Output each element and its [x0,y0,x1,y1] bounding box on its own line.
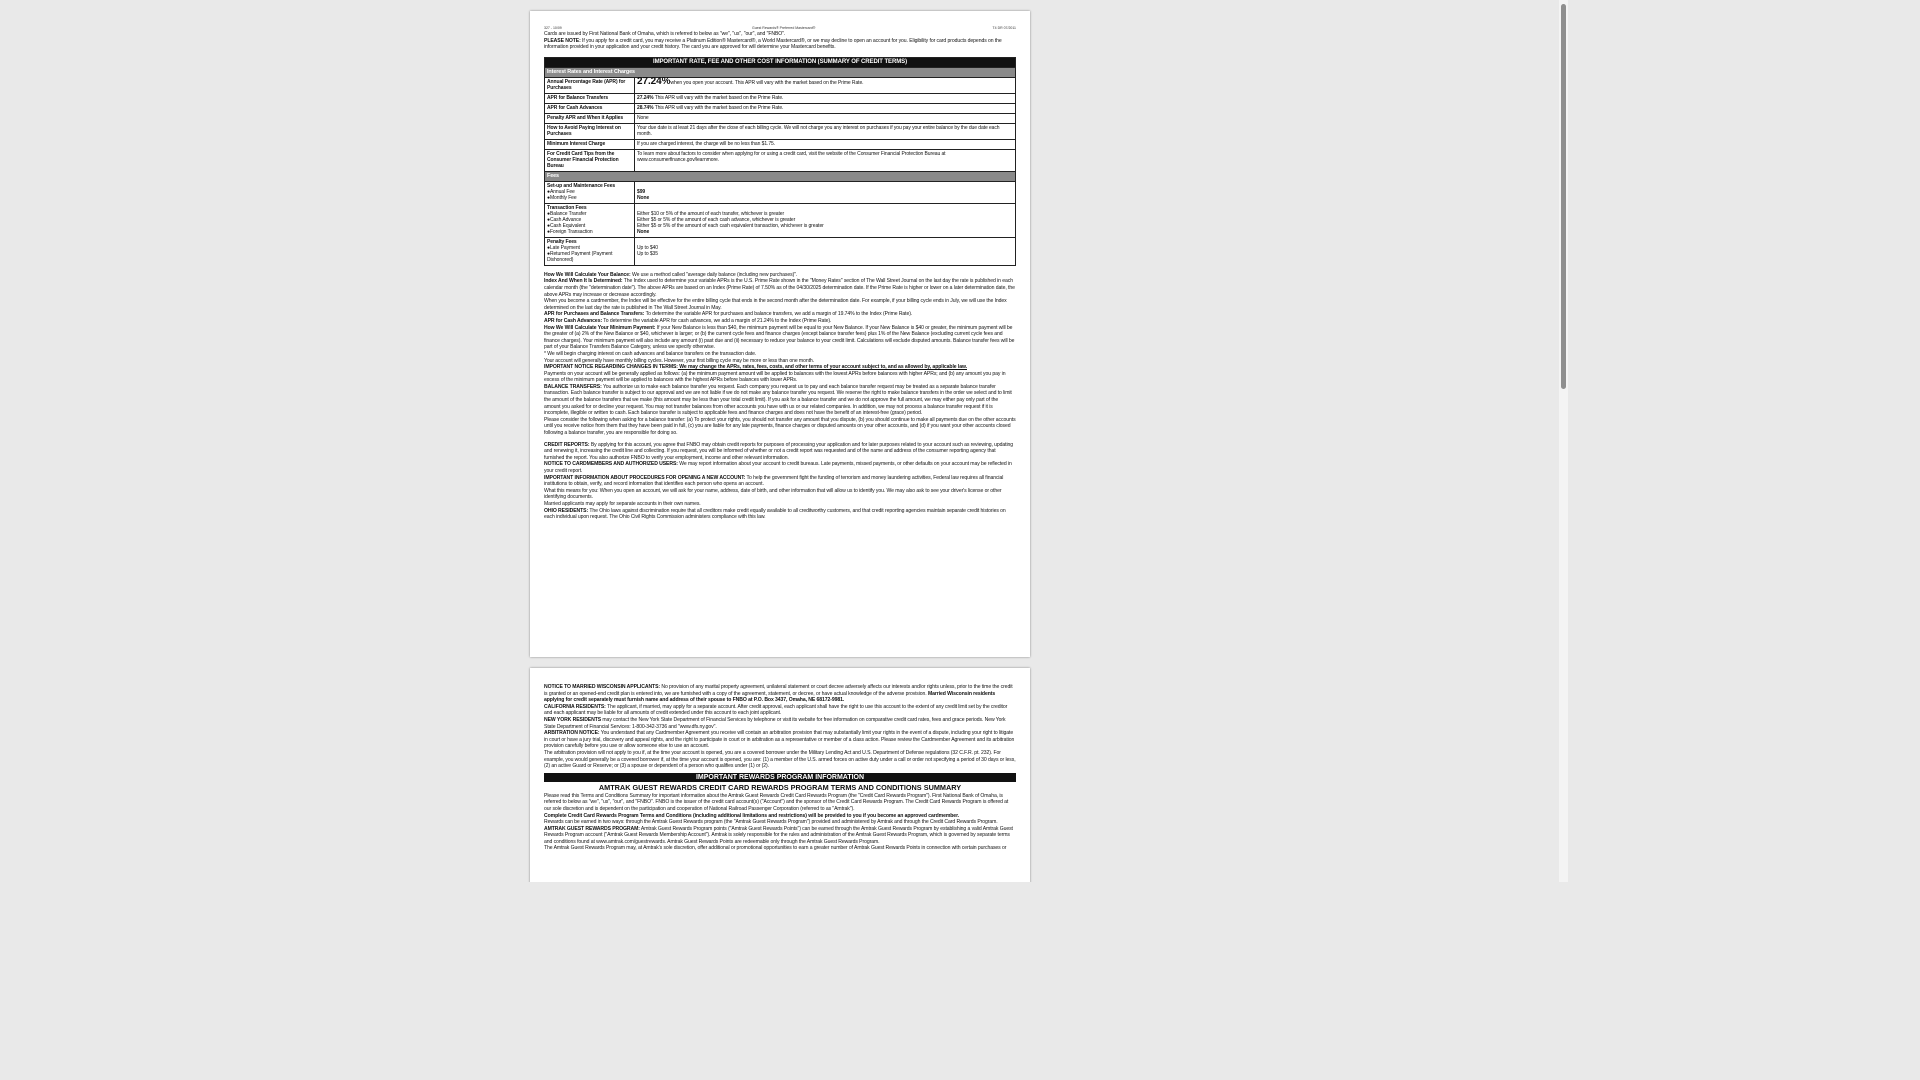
table-row: APR for Cash Advances 28.74% This APR will vary with the market based on the Prime Rate. [545,103,1016,113]
intro-line: Cards are issued by First National Bank of Omaha, which is referred to below as "we", "us", "our", and "FNBO". [544,31,786,37]
page-header [544,11,1016,31]
body-paragraph: Your account will generally have monthly billing cycles. However, your first billing cycle may be more or less than one month. [544,357,815,364]
body-paragraph: Married applicants may apply for separate accounts in their own names. [544,500,701,507]
body-paragraph: The arbitration provision will not apply to you if, at the time your account is opened, you are a covered borrower under the Military Lending Act and U.S. Department of Defense regulations (32 C.F.R. pt. 232). For example, you would generally be a covered borrower if, at the time your account is opened, you are: (1) a member of the U.S. armed forces on active duty under a call or order not specifying a period of 30 days or less, (2) an active Guard or Reserve; or (3) a spouse or dependent of a person who qualifies under (1) or (2). [544,749,1016,770]
revision-code: T4 DR 07/2011 [992,26,1016,30]
body-paragraph: NEW YORK RESIDENTS may contact the New York State Department of Financial Services by telephone or visit its website for free information on comparative credit card rates, fees and grace periods. New York State Department of Financial Services: 1-800-342-3736 and "www.dfs.ny.gov". [544,716,1006,730]
body-paragraph: IMPORTANT INFORMATION ABOUT PROCEDURES FOR OPENING A NEW ACCOUNT: To help the government fight the funding of terrorism and money laundering activities, Federal law requires all financial institutions to obtain, verify, and record information that identifies each person who opens an account. [544,474,1004,488]
body-paragraph: NOTICE TO MARRIED WISCONSIN APPLICANTS: No provision of any marital property agreement, unilateral statement or court decree adversely affects our interests and/or rights unless, prior to the time the credit is granted or an opened-end credit plan is entered into, we are furnished with a copy of the agreement, statement, or decree, or have actual knowledge of the adverse provision. Married Wisconsin residents applying for credit separately must furnish name and address of their spouse to FNBO at P.O. Box 3437, Omaha, NE 68172-9981. [544,684,1013,704]
rewards-heading: AMTRAK GUEST REWARDS CREDIT CARD REWARDS PROGRAM TERMS AND CONDITIONS SUMMARY [598,782,962,792]
table-row: Minimum Interest Charge If you are charged interest, the charge will be no less than $1.75. [545,139,1016,149]
body-paragraph: APR for Cash Advances: To determine the variable APR for cash advances, we add a margin of 21.24% to the Index (Prime Rate). [544,317,832,324]
rewards-paragraph: The Amtrak Guest Rewards Program may, at Amtrak's sole discretion, offer additional or promotional opportunities to earn a greater number of Amtrak Guest Rewards Points in connection with certain purchases or [544,845,1007,852]
card-name: Guest Rewards® Preferred Mastercard® [752,26,816,30]
table-row: Penalty APR and When it Applies None [545,113,1016,123]
body-paragraph: How We Will Calculate Your Balance: We use a method called "average daily balance (including new purchases)". [544,271,798,278]
form-number: 327 - 10/09 [544,26,562,30]
table-row: Set-up and Maintenance Fees ● Annual Fee ● Monthly Fee $99 None [545,181,1016,203]
body-paragraph: IMPORTANT NOTICE REGARDING CHANGES IN TERMS: We may change the APRs, rates, fees, costs, and other terms of your account subject to, and as allowed by, applicable law. [544,364,967,371]
section-interest: Interest Rates and Interest Charges [545,67,1016,77]
body-paragraph: OHIO RESIDENTS: The Ohio laws against discrimination require that all creditors make credit equally available to all creditworthy customers, and that credit reporting agencies maintain separate credit histories on each individual upon request. The Ohio Civil Rights Commission administers compliance with this law. [544,507,1006,521]
body-paragraph: ARBITRATION NOTICE: You understand that any Cardmember Agreement you receive will contain an arbitration provision that may substantially limit your rights in the event of a dispute, including your right to litigate in court or have a jury trial, discovery and appeal rights, and the right to participate in court or in arbitration as a representative or member of a class action. Please review the Cardmember Agreement and its arbitration provision carefully before you use or allow someone else to use an account. [544,730,1015,750]
body-paragraph: Please consider the following when asking for a balance transfer: (a) To protect your rights, you should not transfer any amount that you dispute, (b) you should continue to make all payments due on the other accounts until you receive notice from them that they have been paid in full, (c) you are liable for any late payments, finance charges or disputed amounts on your other accounts, and (d) if you want your other accounts closed following a balance transfer, you are responsible for doing so. [544,416,1016,437]
state-notices [544,684,1016,770]
body-paragraph: When you become a cardmember, the Index will be effective for the entire billing cycle that ends in the second month after the determination date. For example, if your billing cycle ends in July, we will use the Index determined on the last day the rate is published in The Wall Street Journal in May. [544,298,1007,311]
section-fees: Fees [545,171,1016,181]
body-paragraph: NOTICE TO CARDMEMBERS AND AUTHORIZED USERS: We may report information about your account to credit bureaus. Late payments, missed payments, or other defaults on your account may be reflected in your credit report. [544,461,1012,474]
rewards-paragraph: Complete Credit Card Rewards Program Terms and Conditions (including additional limitations and restrictions) will be provided to you if you become an approved cardmember. [544,812,960,819]
scrollbar-thumb[interactable] [1561,4,1566,389]
document-page-1 [530,11,1030,657]
table-row: Penalty Fees ● Late Payment ● Returned Payment (Payment Dishonored) Up to $40 Up to $35 [545,237,1016,265]
body-paragraph: How We Will Calculate Your Minimum Payment: If your New Balance is less than $40, the minimum payment will be equal to your New Balance. If your New Balance is $40 or greater, the minimum payment will be the greater of (a) 2% of the New Balance or $40, whichever is larger; or (b) the current cycle fees and finance charges (except balance transfer fees) plus 1% of the New Balance (excluding current cycle fees and finance charges). Your minimum payment will also include any amount (i) past due and (ii) necessary to reduce your balance to your credit limit. Calculations will exclude disputed amounts. Balance transfer fees will be part of your Balance Transfers Balance Category, unless we specify otherwise. [544,324,1015,351]
body-paragraph: APR for Purchases and Balance Transfers: To determine the variable APR for purchases and balance transfers, we add a margin of 19.74% to the Index (Prime Rate). [544,311,913,318]
body-paragraph: What this means for you: When you open an account, we will ask for your name, address, date of birth, and other information that will allow us to identify you. We may also ask to see your driver's license or other identifying documents. [544,487,1002,501]
rewards-paragraph: Please read this Terms and Conditions Summary for important information about the Amtrak Guest Rewards Credit Card Rewards Program (the "Credit Card Rewards Program"). First National Bank of Omaha, is referred to below as "we", "us", "our", and "FNBO". FNBO is the issuer of the credit card account(s) ("Account") and the sponsor of the Credit Card Rewards Program. The Credit Card Rewards Program is offered at our sole discretion and is dependent on the participation and cooperation of National Railroad Passenger Corporation (referred to as "Amtrak"). [544,792,1009,812]
rewards-bar: IMPORTANT REWARDS PROGRAM INFORMATION [544,773,1016,782]
table-title: IMPORTANT RATE, FEE AND OTHER COST INFORMATION (SUMMARY OF CREDIT TERMS) [545,57,1016,67]
body-paragraph: CALIFORNIA RESIDENTS: The applicant, if married, may apply for a separate account. After credit approval, each applicant shall have the right to use this account to the extent of any credit limit set by the creditor and each applicant may be liable for all amounts of credit extended under this account to each joint applicant. [544,703,1008,717]
table-row: Annual Percentage Rate (APR) for Purchases 27.24%when you open your account. This APR will vary with the market based on the Prime Rate. [545,77,1016,93]
body-paragraph: BALANCE TRANSFERS: You authorize us to make each balance transfer you request. Each company you request us to pay and each balance transfer request may be treated as a separate balance transfer transaction. Each balance transfer is subject to our approval and we are not liable if we do not make any balance transfer you request. We reserve the right to make balance transfers in the order we select and to limit the amount of the balance transfers that we make (this amount may be less than your total credit limit). If you ask for a balance transfer and we do not approve the full amount, we may either pay only part of the amount you asked for or decline your request. You may not transfer balances from other accounts you have with us or our related companies. In addition, we may not process a balance transfer request if it is incomplete, illegible or written to cash. Each balance transfer is subject to applicable fees and finance charges and does not have the benefit of an interest-free (grace) period. [544,383,1012,417]
rewards-paragraph: Rewards can be earned in two ways: through the Amtrak Guest Rewards program (the "Amtrak Guest Rewards Program") provided and administered by Amtrak and through the Credit Card Rewards Program. [544,819,998,826]
disclosure-body [544,272,1016,521]
body-paragraph: * We will begin charging interest on cash advances and balance transfers on the transaction date. [544,350,757,357]
document-page-2 [530,668,1030,882]
table-row: APR for Balance Transfers 27.24% This APR will vary with the market based on the Prime Rate. [545,93,1016,103]
body-paragraph: Payments on your account will be generally applied as follows: (a) the minimum payment amount will be applied to balances with the lowest APRs before balances with higher APRs; and (b) any amount you pay in excess of the minimum payment will be applied to balances with the highest APRs before balances with lower APRs. [544,370,1006,384]
please-note: PLEASE NOTE: If you apply for a credit card, you may receive a Platinum Edition® Mastercard®, a World Mastercard®, or we may decline to open an account for you. Eligibility for card products depends on the information provided in your application and your credit history. The card you are approved for will determine your Mastercard benefits. [544,37,1002,51]
vertical-scrollbar[interactable] [1559,0,1568,882]
table-row: For Credit Card Tips from the Consumer Financial Protection Bureau To learn more about factors to consider when applying for or using a credit card, visit the website of the Consumer Financial Protection Bureau at www.consumerfinance.gov/learnmore. [545,149,1016,171]
credit-terms-table [544,57,1016,266]
body-paragraph: CREDIT REPORTS: By applying for this account, you agree that FNBO may obtain credit reports for purposes of processing your application and for later purposes related to your account such as reviewing, updating and renewing it, increasing the credit line and collecting. If you request, you will be informed of whether or not a credit report was requested and of the name and address of the consumer reporting agency that furnished the report. You also authorize FNBO to verify your employment, income and other relevant information. [544,441,1014,461]
table-row: Transaction Fees ● Balance Transfer ● Cash Advance ● Cash Equivalent ● Foreign Transaction Either $10 or 5% of the amount of each transfer, whichever is greater Either $5 or 5% of the amount of each cash advance, whichever is greater Either $5 or 5% of the amount of each cash equivalent transaction, whichever is greater None [545,203,1016,237]
rewards-paragraph: AMTRAK GUEST REWARDS PROGRAM: Amtrak Guest Rewards Program points ("Amtrak Guest Rewards Points") can be earned through the Amtrak Guest Rewards Program by establishing a valid Amtrak Guest Rewards Program account ("Amtrak Guest Rewards Membership Account"). Amtrak is solely responsible for the rules and administration of the Amtrak Guest Rewards Program, which is governed by separate terms and conditions found at www.amtrak.com/guestrewards. Amtrak Guest Rewards Points are redeemable only through the Amtrak Guest Rewards Program. [544,825,1013,845]
table-row: How to Avoid Paying Interest on Purchases Your due date is at least 21 days after the close of each billing cycle. We will not charge you any interest on purchases if you pay your entire balance by the due date each month. [545,123,1016,139]
body-paragraph: Index And When It Is Determined: The Index used to determine your variable APRs is the U.S. Prime Rate shown in the "Money Rates" section of The Wall Street Journal on the last day the rate is published in each calendar month (the "determination date"). The above APRs are based on an Index (Prime Rate) of 7.50% as of the 04/30/2025 determination date. If the Prime Rate is higher or lower on a later determination date, the above APRs may increase or decrease accordingly. [544,278,1015,298]
